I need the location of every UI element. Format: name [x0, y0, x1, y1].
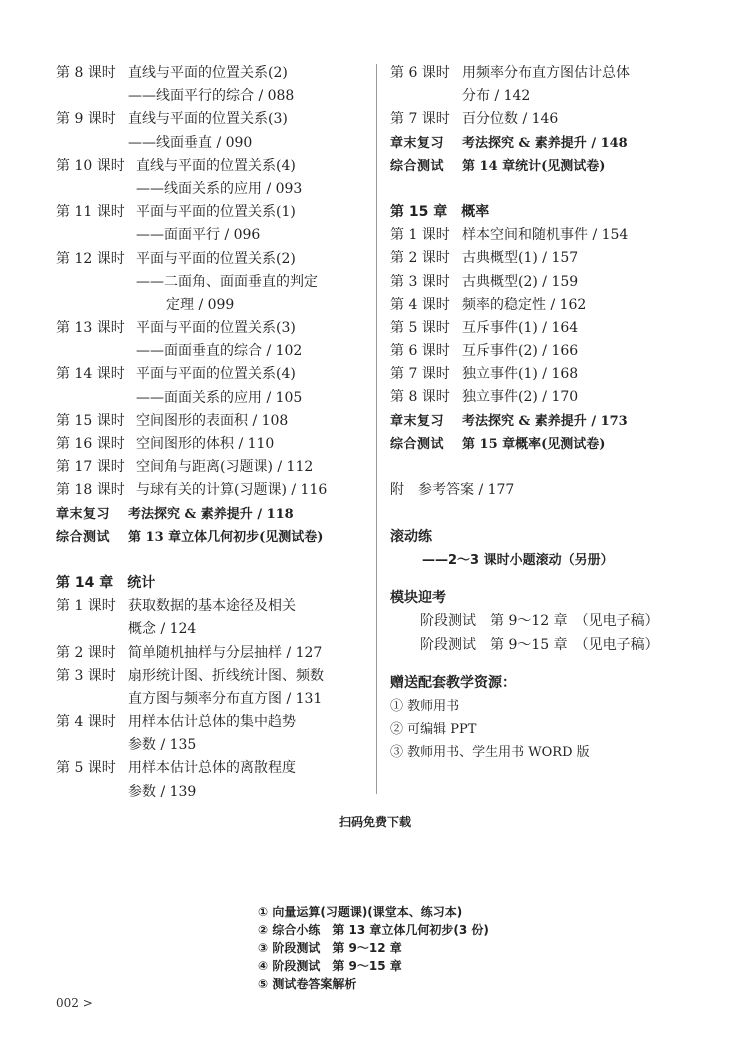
lesson-title: 互斥事件(1) / 164	[462, 319, 579, 336]
download-item[interactable]: ③ 阶段测试 第 9～12 章	[258, 941, 402, 955]
lesson-title: 独立事件(1) / 168	[462, 366, 579, 383]
toc-entry[interactable]	[56, 642, 366, 665]
download-item[interactable]: ⑤ 测试卷答案解析	[258, 977, 357, 991]
lesson-subtitle: 直方图与频率分布直方图 / 131	[128, 690, 323, 707]
toc-entry[interactable]	[390, 62, 690, 85]
lesson-subtitle: 参数 / 135	[128, 737, 197, 754]
lesson-title: 用频率分布直方图估计总体	[462, 65, 630, 81]
lesson-title: 与球有关的计算(习题课) / 116	[136, 482, 328, 499]
resource-item: ② 可编辑 PPT	[390, 721, 477, 737]
toc-entry[interactable]	[390, 294, 690, 317]
lesson-subtitle: ——线面平行的综合 / 088	[128, 88, 295, 105]
lesson-label: 第 5 课时	[56, 760, 116, 777]
lesson-label: 第 10 课时	[56, 157, 125, 174]
lesson-title: 平面与平面的位置关系(2)	[136, 250, 296, 267]
toc-right-column	[390, 62, 690, 764]
lesson-label: 章末复习	[56, 506, 111, 522]
lesson-title: 古典概型(1) / 157	[462, 250, 579, 267]
download-item[interactable]: ④ 阶段测试 第 9～15 章	[258, 959, 402, 973]
lesson-title: 互斥事件(2) / 166	[462, 343, 579, 360]
lesson-title: 平面与平面的位置关系(3)	[136, 320, 296, 337]
lesson-label: 章末复习	[390, 135, 445, 151]
lesson-label: 第 1 课时	[390, 227, 450, 244]
lesson-title: 第 13 章立体几何初步(见测试卷)	[128, 529, 324, 545]
toc-entry[interactable]	[390, 155, 690, 178]
column-divider	[376, 64, 377, 794]
toc-entry[interactable]	[390, 224, 690, 247]
toc-entry[interactable]	[56, 456, 366, 479]
lesson-subtitle: ——面面关系的应用 / 105	[136, 389, 303, 406]
lesson-title: 独立事件(2) / 170	[462, 389, 579, 406]
lesson-title: 空间角与距离(习题课) / 112	[136, 459, 314, 476]
lesson-label: 第 8 课时	[56, 65, 116, 81]
toc-entry[interactable]	[56, 201, 366, 224]
gundong-subtitle: ——2～3 课时小题滚动（另册）	[422, 553, 614, 569]
toc-entry[interactable]	[56, 317, 366, 340]
toc-entry[interactable]	[56, 433, 366, 456]
toc-entry[interactable]	[56, 595, 366, 618]
toc-entry[interactable]	[56, 410, 366, 433]
lesson-title: 用样本估计总体的离散程度	[128, 760, 296, 777]
lesson-label: 第 3 课时	[56, 667, 116, 684]
lesson-title: 直线与平面的位置关系(2)	[128, 65, 288, 81]
lesson-title: 简单随机抽样与分层抽样 / 127	[128, 644, 323, 661]
download-list	[258, 903, 489, 993]
chapter-heading: 第 14 章 统计	[56, 574, 156, 591]
toc-entry[interactable]	[390, 108, 690, 131]
toc-entry[interactable]	[390, 317, 690, 340]
lesson-subtitle: 概念 / 124	[128, 621, 197, 638]
lesson-title: 空间图形的表面积 / 108	[136, 412, 289, 429]
lesson-title: 样本空间和随机事件 / 154	[462, 227, 629, 244]
toc-entry[interactable]	[390, 386, 690, 409]
lesson-label: 第 7 课时	[390, 111, 450, 128]
lesson-label: 第 2 课时	[390, 250, 450, 267]
toc-entry[interactable]	[390, 271, 690, 294]
lesson-title: 空间图形的体积 / 110	[136, 436, 275, 452]
lesson-label: 综合测试	[390, 158, 445, 174]
lesson-subtitle: ——二面角、面面垂直的判定	[136, 273, 318, 290]
section-heading-gundong: 滚动练	[390, 529, 432, 546]
resource-item: ① 教师用书	[390, 698, 460, 714]
lesson-label: 第 8 课时	[390, 389, 450, 406]
lesson-title: 平面与平面的位置关系(1)	[136, 204, 296, 221]
toc-entry[interactable]	[390, 340, 690, 363]
lesson-label: 综合测试	[56, 529, 111, 545]
lesson-label: 第 6 课时	[390, 65, 450, 81]
lesson-label: 第 4 课时	[56, 714, 116, 731]
lesson-label: 第 4 课时	[390, 296, 450, 313]
lesson-label: 第 7 课时	[390, 366, 450, 383]
lesson-label: 第 9 课时	[56, 111, 116, 128]
lesson-title: 平面与平面的位置关系(4)	[136, 366, 296, 383]
lesson-subtitle: ——面面垂直的综合 / 102	[136, 343, 303, 360]
toc-left-column	[56, 62, 366, 804]
lesson-label: 第 15 课时	[56, 412, 125, 429]
toc-entry[interactable]	[56, 526, 366, 549]
lesson-label: 第 2 课时	[56, 644, 116, 661]
toc-entry[interactable]	[390, 247, 690, 270]
lesson-label: 第 11 课时	[56, 204, 125, 221]
lesson-subtitle: 参数 / 139	[128, 783, 197, 800]
section-heading-mokuai: 模块迎考	[390, 590, 446, 607]
toc-entry[interactable]	[390, 410, 690, 433]
scan-download-title: 扫码免费下载	[338, 815, 411, 829]
lesson-label: 第 12 课时	[56, 250, 125, 267]
lesson-title: 直线与平面的位置关系(3)	[128, 111, 288, 128]
toc-entry[interactable]	[390, 433, 690, 456]
lesson-title: 百分位数 / 146	[462, 111, 559, 128]
toc-entry[interactable]	[56, 155, 366, 178]
toc-entry[interactable]	[56, 479, 366, 502]
lesson-title: 第 15 章概率(见测试卷)	[462, 436, 606, 452]
lesson-label: 第 13 课时	[56, 320, 125, 337]
lesson-label: 章末复习	[390, 413, 445, 429]
download-item[interactable]: ② 综合小练 第 13 章立体几何初步(3 份)	[258, 923, 489, 937]
toc-entry[interactable]	[56, 62, 366, 85]
lesson-title: 获取数据的基本途径及相关	[128, 598, 296, 615]
lesson-title: 考法探究 & 素养提升 / 148	[462, 135, 628, 151]
toc-entry[interactable]	[56, 248, 366, 271]
lesson-label: 第 6 课时	[390, 343, 450, 360]
lesson-label: 第 16 课时	[56, 436, 125, 452]
download-item[interactable]: ① 向量运算(习题课)(课堂本、练习本)	[258, 905, 463, 919]
lesson-title: 用样本估计总体的集中趋势	[128, 714, 296, 731]
lesson-title: 直线与平面的位置关系(4)	[136, 157, 296, 174]
lesson-label: 综合测试	[390, 436, 445, 452]
mokuai-item[interactable]: 阶段测试 第 9～15 章 （见电子稿）	[420, 636, 659, 653]
toc-entry[interactable]	[56, 757, 366, 780]
lesson-label: 第 5 课时	[390, 319, 450, 336]
lesson-subtitle: 定理 / 099	[166, 296, 235, 313]
lesson-title: 考法探究 & 素养提升 / 173	[462, 413, 628, 429]
lesson-subtitle: ——线面关系的应用 / 093	[136, 180, 303, 197]
toc-entry[interactable]	[390, 363, 690, 386]
lesson-subtitle: ——线面垂直 / 090	[128, 134, 253, 151]
appendix-label: 附	[390, 482, 404, 499]
lesson-title: 扇形统计图、折线统计图、频数	[128, 667, 324, 684]
lesson-title: 第 14 章统计(见测试卷)	[462, 158, 606, 174]
appendix-title: 参考答案 / 177	[418, 482, 515, 499]
toc-entry-appendix[interactable]	[390, 479, 690, 502]
toc-entry[interactable]	[56, 711, 366, 734]
lesson-label: 第 14 课时	[56, 366, 125, 383]
toc-entry[interactable]	[56, 108, 366, 131]
section-heading-zengsong: 赠送配套教学资源：	[390, 674, 516, 691]
lesson-title: 古典概型(2) / 159	[462, 273, 579, 290]
mokuai-item[interactable]: 阶段测试 第 9～12 章 （见电子稿）	[420, 613, 659, 630]
lesson-label: 第 1 课时	[56, 598, 116, 615]
lesson-label: 第 17 课时	[56, 459, 125, 476]
toc-entry[interactable]	[390, 132, 690, 155]
toc-entry[interactable]	[56, 503, 366, 526]
lesson-title: 频率的稳定性 / 162	[462, 296, 587, 313]
page-number: 002 >	[56, 996, 93, 1010]
chapter-heading: 第 15 章 概率	[390, 203, 490, 220]
lesson-label: 第 18 课时	[56, 482, 125, 499]
toc-entry[interactable]	[56, 665, 366, 688]
toc-entry[interactable]	[56, 363, 366, 386]
resource-item: ③ 教师用书、学生用书 WORD 版	[390, 745, 590, 761]
lesson-subtitle: 分布 / 142	[462, 88, 531, 105]
lesson-label: 第 3 课时	[390, 273, 450, 290]
lesson-title: 考法探究 & 素养提升 / 118	[128, 506, 294, 522]
lesson-subtitle: ——面面平行 / 096	[136, 227, 261, 244]
